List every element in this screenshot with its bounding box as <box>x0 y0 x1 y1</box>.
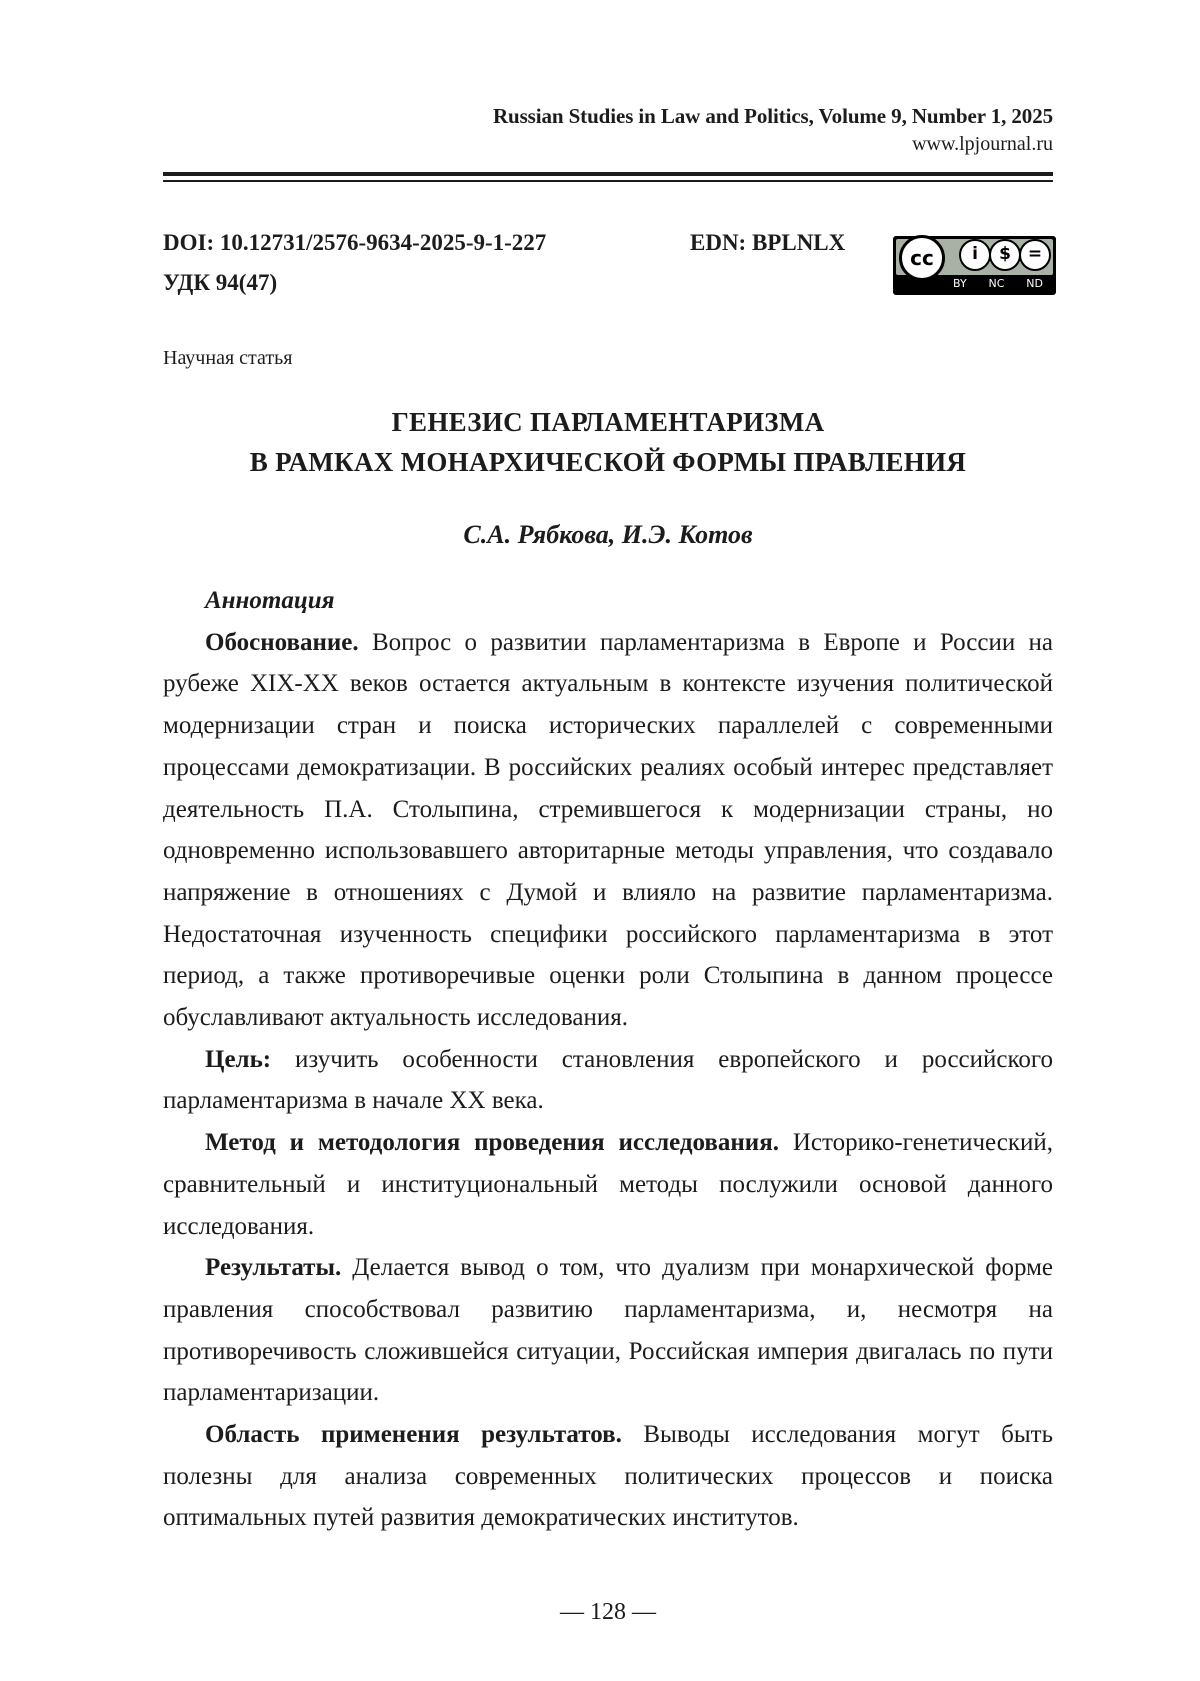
authors: С.А. Рябкова, И.Э. Котов <box>463 520 753 549</box>
section-text: Делается вывод о том, что дуализм при монархической форме правления способствовал развитию парламентаризма, и, несмотря на противоречивость сложившейся ситуации, Российская империя двигалась по пути парламентаризации. <box>163 1254 1053 1407</box>
noncommercial-icon: $ <box>989 239 1021 271</box>
journal-website: www.lpjournal.ru <box>912 133 1053 155</box>
cc-label-by: BY <box>953 277 967 290</box>
udk: УДК 94(47) <box>163 270 278 295</box>
abstract-heading: Аннотация <box>205 587 335 614</box>
abstract-section-purpose <box>163 1039 1053 1122</box>
doi: DOI: 10.12731/2576-9634-2025-9-1-227 <box>163 230 547 255</box>
header-rule-thin <box>163 180 1053 182</box>
abstract-section-methods <box>163 1122 1053 1247</box>
section-label: Обоснование. <box>205 628 359 656</box>
abstract-section-results <box>163 1247 1053 1414</box>
edn: EDN: BPLNLX <box>690 230 846 255</box>
article-title-line-1: ГЕНЕЗИС ПАРЛАМЕНТАРИЗМА <box>391 407 825 437</box>
section-text: Историко-генетический, сравнительный и институциональный методы послужили основой данного исследования. <box>163 1129 1054 1240</box>
cc-license-labels <box>953 277 1053 290</box>
section-label: Метод и методология проведения исследования. <box>205 1129 779 1157</box>
abstract <box>163 580 1053 1539</box>
journal-page <box>163 0 1053 1681</box>
header-rule-thick <box>163 172 1053 176</box>
abstract-section-application <box>163 1414 1053 1539</box>
journal-title: Russian Studies in Law and Politics, Volume 9, Number 1, 2025 <box>492 104 1053 128</box>
article-type: Научная статья <box>163 347 293 369</box>
section-text: изучить особенности становления европейского и российского парламентаризма в начале XX века. <box>163 1045 1053 1115</box>
article-title <box>163 402 1053 482</box>
cc-label-nd: ND <box>1026 277 1043 290</box>
section-label: Цель: <box>205 1045 272 1073</box>
cc-label-nc: NC <box>988 277 1005 290</box>
attribution-icon: i <box>959 239 991 271</box>
article-title-line-2: В РАМКАХ МОНАРХИЧЕСКОЙ ФОРМЫ ПРАВЛЕНИЯ <box>249 447 967 477</box>
cc-license-badge <box>893 236 1056 295</box>
page-number: — 128 — <box>560 1599 656 1625</box>
section-label: Результаты. <box>205 1254 342 1282</box>
section-text: Выводы исследования могут быть полезны для анализа современных политических процессов и поиска оптимальных путей развития демократических институтов. <box>163 1421 1054 1532</box>
section-label: Область применения результатов. <box>205 1421 622 1449</box>
section-text: Вопрос о развитии парламентаризма в Европе и России на рубеже XIX-XX веков остается актуальным в контексте изучения политической модернизации стран и поиска исторических параллелей с современными процессами демократизации. В российских реалиях особый интерес представляет деятельность П.А. Столыпина, стремившегося к модернизации страны, но одновременно использовавшего авторитарные методы управления, что создавало напряжение в отношениях с Думой и влияло на развитие парламентаризма. Недостаточная изученность специфики российского парламентаризма в этот период, а также противоречивые оценки роли Столыпина в данном процессе обуславливают актуальность исследования. <box>163 628 1053 1032</box>
noderivatives-icon: = <box>1019 239 1051 271</box>
journal-header <box>493 104 1053 157</box>
cc-logo-icon: cc <box>899 235 945 281</box>
abstract-section-rationale <box>163 622 1053 1039</box>
